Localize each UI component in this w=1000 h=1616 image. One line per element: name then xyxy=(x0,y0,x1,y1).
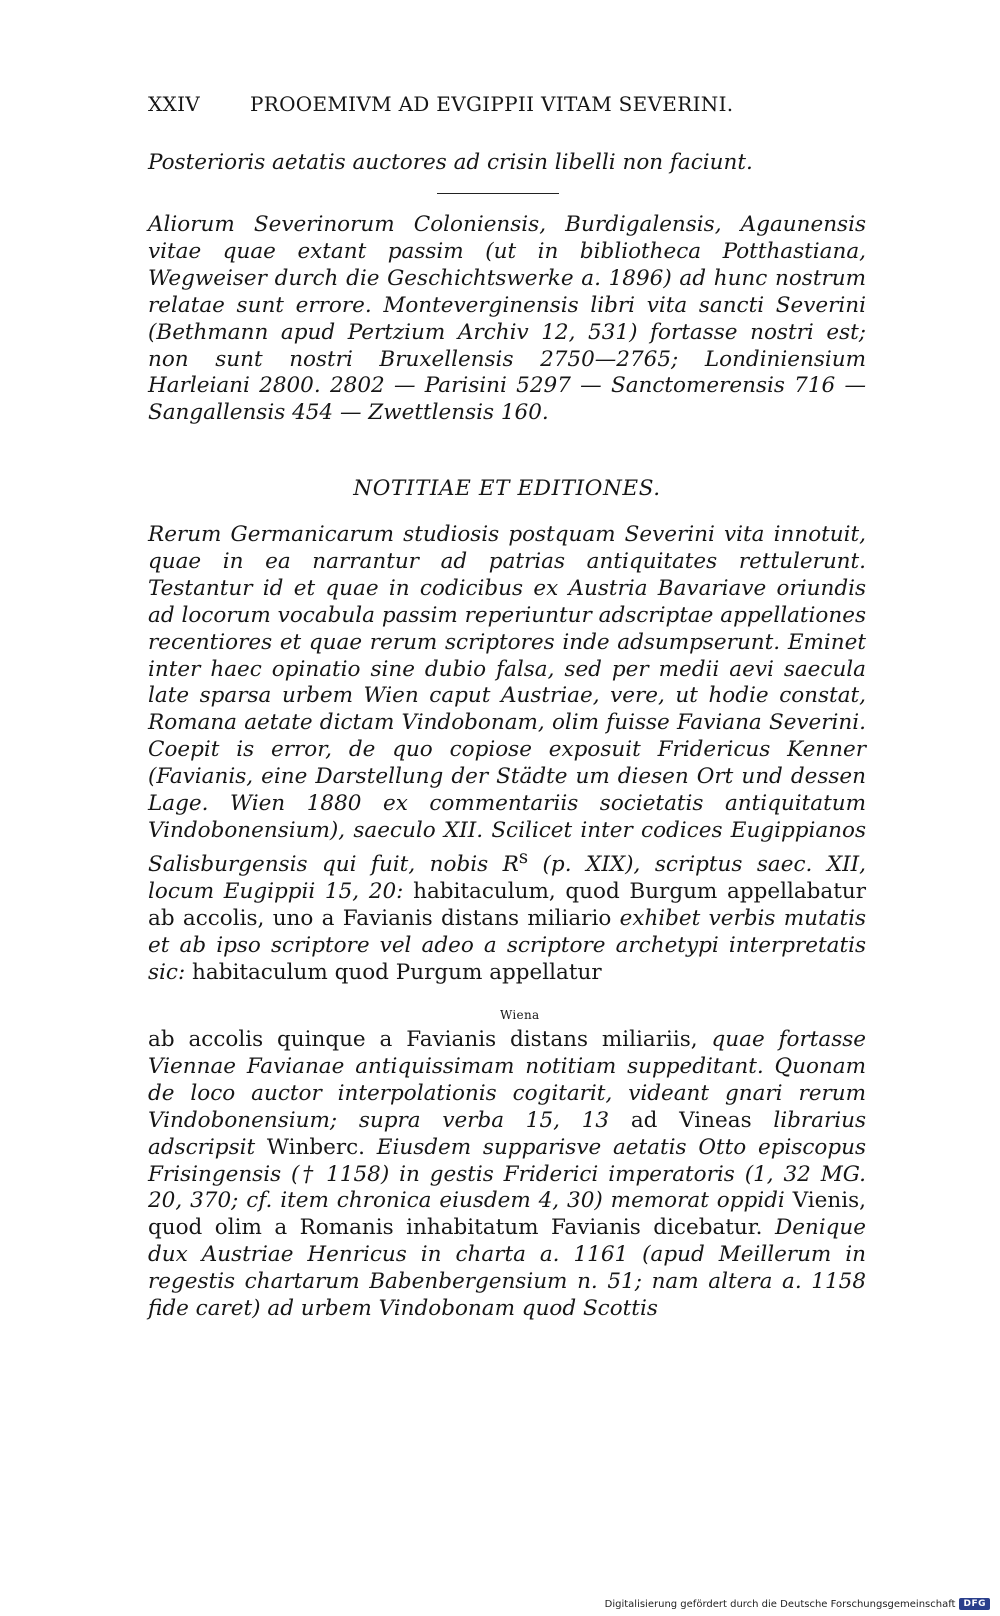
paragraph-text: quae fortasse Viennae Favianae antiquissimam notitiam suppeditant. Quonam de loco auctor interpolationis cogitarit, videant gnari rerum Vindobonensium; supra verba 15, 13 xyxy=(148,1027,866,1133)
section-title: NOTITIAE ET EDITIONES. xyxy=(353,476,661,501)
paragraph-text: (p. XIX), scriptus saec. XII, locum Eugippii 15, 20: xyxy=(148,852,866,904)
digitization-footer xyxy=(605,1598,990,1610)
quoted-text: ab accolis quinque a Favianis distans miliariis, xyxy=(148,1027,698,1052)
quoted-text: Vienis, quod olim a Romanis inhabitatum Favianis dicebatur. xyxy=(148,1188,866,1241)
paragraph-notitiae xyxy=(148,522,866,987)
page-number: XXIV xyxy=(148,92,201,116)
paragraph-text: Rerum Germanicarum studiosis postquam Severini vita innotuit, quae in ea narrantur ad patrias antiquitates rettulerunt. Testantur id et quae in codicibus ex Austria Bavariave oriundis ad locorum vocabula passim reperiuntur adscriptae appellationes recentiores et quae rerum scriptores inde adsumpserunt. Eminet inter haec opinatio sine dubio falsa, sed per medii aevi saecula late sparsa urbem Wien caput Austriae, vere, ut hodie constat, Romana aetate dictam Vindobonam, olim fuisse Faviana Severini. Coepit is error, de quo copiose exposuit Fridericus Kenner (Favianis, eine Darstellung der Städte um diesen Ort und dessen Lage. Wien 1880 ex commentariis societatis antiquitatum Vindobonensium), saeculo XII. Scilicet inter codices Eugippianos Salisburgensis qui fuit, nobis R xyxy=(148,522,866,878)
paragraph-text: Eiusdem supparisve aetatis Otto episcopus Frisingensis († 1158) in gestis Friderici imperatoris (1, 32 MG. 20, 370; cf. item chronica eiusdem 4, 30) memorat oppidi xyxy=(148,1134,866,1214)
quoted-text: habitaculum, quod Burgum appellabatur ab accolis, uno a Favianis distans miliario xyxy=(148,878,866,931)
quoted-text: Winberc. xyxy=(266,1134,366,1160)
quoted-text: habitaculum quod Purgum appellatur xyxy=(192,959,602,985)
quoted-text: ad Vineas xyxy=(630,1107,752,1133)
running-header xyxy=(148,92,733,116)
superscript: s xyxy=(518,846,529,868)
paragraph-other-severini: Aliorum Severinorum Coloniensis, Burdigalensis, Agaunensis vitae quae extant passim (ut in bibliotheca Potthastiana, Wegweiser durch die Geschichtswerke a. 1896) ad hunc nostrum relatae sunt errore. Monteverginensis libri vita sancti Severini (Bethmann apud Pertzium Archiv 12, 531) fortasse nostri est; non sunt nostri Bruxellensis 2750—2765; Londiniensium Harleiani 2800. 2802 — Parisini 5297 — Sanctomerensis 716 — Sangallensis 454 — Zwettlensis 160. xyxy=(148,212,866,426)
section-divider xyxy=(437,193,559,194)
paragraph-text: Denique dux Austriae Henricus in charta a. 1161 (apud Meillerum in regestis chartarum Babenbergensium n. 51; nam altera a. 1158 fide caret) ad urbem Vindobonam quod Scottis xyxy=(148,1215,866,1322)
footer-text: Digitalisierung gefördert durch die Deutsche Forschungsgemeinschaft xyxy=(604,1598,956,1610)
dfg-logo-icon: DFG xyxy=(959,1598,990,1610)
running-title: PROOEMIVM AD EVGIPPII VITAM SEVERINI. xyxy=(250,92,734,116)
paragraph-text: librarius adscripsit xyxy=(148,1107,866,1160)
paragraph-text: exhibet verbis mutatis et ab ipso scriptore vel adeo a scriptore archetypi interpretatis sic: xyxy=(148,905,866,985)
paragraph-continuation xyxy=(148,1027,866,1323)
intro-line: Posterioris aetatis auctores ad crisin libelli non faciunt. xyxy=(148,150,753,175)
interlinear-gloss: Wiena xyxy=(500,1008,540,1022)
